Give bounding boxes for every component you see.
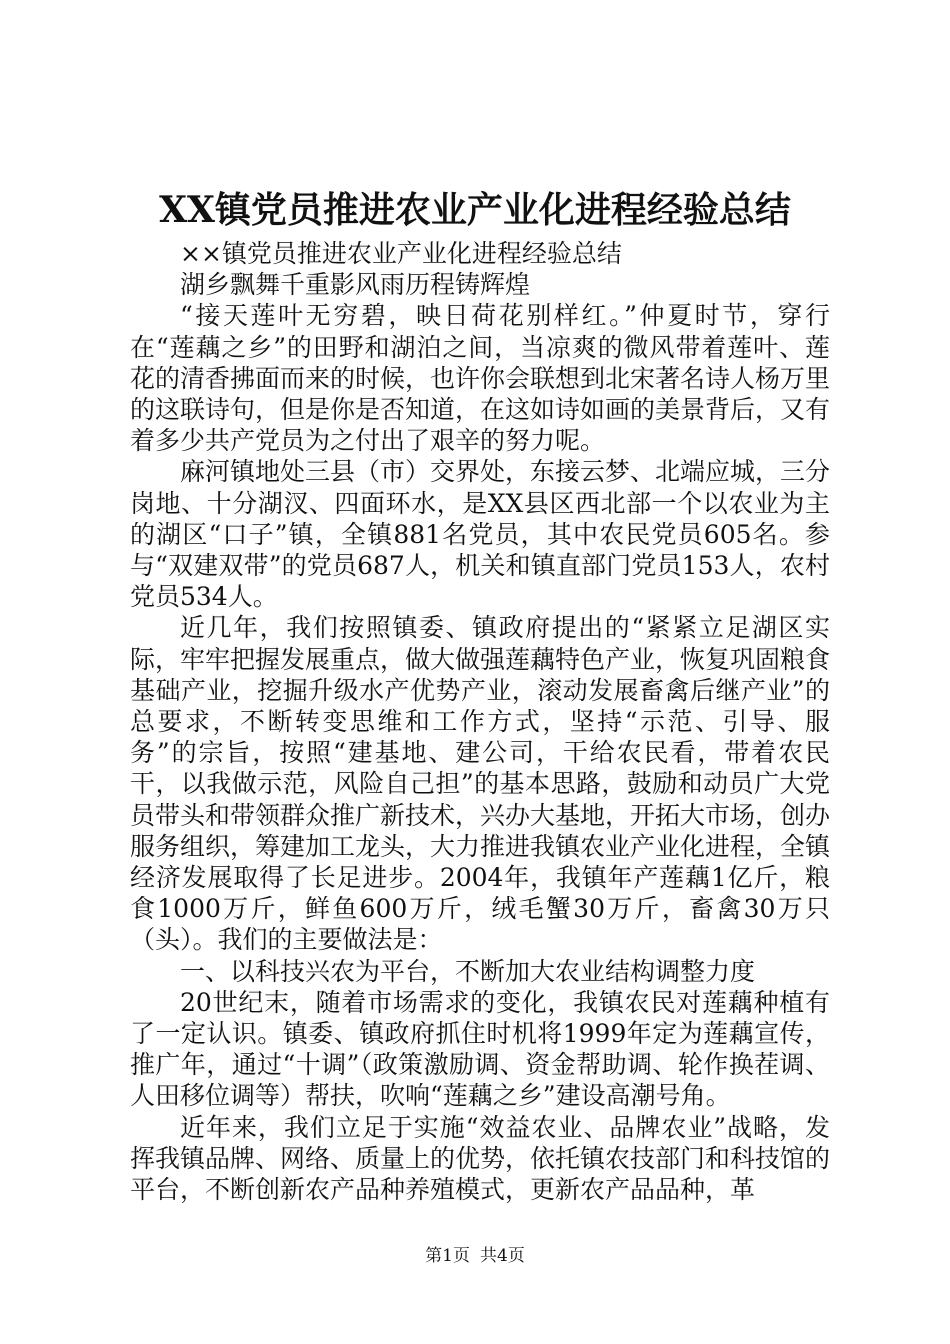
body-paragraph: “接天莲叶无穷碧，映日荷花别样红。”仲夏时节，穿行在“莲藕之乡”的田野和湖泊之间，当凉爽的微风带着莲叶、莲花的清香拂面而来的时候，也许你会联想到北宋著名诗人杨万里的这联诗句，但是你是否知道，在这如诗如画的美景背后，又有着多少共产党员为之付出了艰辛的努力呢。 — [130, 301, 831, 456]
document-body — [130, 238, 830, 1205]
section-heading: 一、以科技兴农为平台，不断加大农业结构调整力度 — [180, 956, 756, 986]
heading-paragraph: 湖乡飘舞千重影风雨历程铸辉煌 — [180, 270, 531, 300]
page-total: 共4页 — [480, 1246, 525, 1266]
body-paragraph: 20世纪末，随着市场需求的变化，我镇农民对莲藕种植有了一定认识。镇委、镇政府抓住时机将1999年定为莲藕宣传，推广年，通过“十调”（政策激励调、资金帮助调、轮作换茬调、人田移位调等）帮扶，吹响“莲藕之乡”建设高潮号角。 — [130, 987, 830, 1111]
body-paragraph: 麻河镇地处三县（市）交界处，东接云梦、北端应城，三分岗地、十分湖汊、四面环水，是XX县区西北部一个以农业为主的湖区“口子”镇，全镇881名党员，其中农民党员605名。参与“双建双带”的党员687人，机关和镇直部门党员153人，农村党员534人。 — [130, 457, 831, 612]
body-paragraph: 近年来，我们立足于实施“效益农业、品牌农业”战略，发挥我镇品牌、网络、质量上的优势，依托镇农技部门和科技馆的平台，不断创新农产品种养殖模式，更新农产品品种，革 — [130, 1112, 831, 1205]
page-number: 第1页 — [425, 1246, 470, 1266]
body-paragraph: 近几年，我们按照镇委、镇政府提出的“紧紧立足湖区实际，牢牢把握发展重点，做大做强莲藕特色产业，恢复巩固粮食基础产业，挖掘升级水产优势产业，滚动发展畜禽后继产业”的总要求，不断转变思维和工作方式，坚持“示范、引导、服务”的宗旨，按照“建基地、建公司，干给农民看，带着农民干，以我做示范，风险自己担”的基本思路，鼓励和动员广大党员带头和带领群众推广新技术，兴办大基地，开拓大市场，创办服务组织，筹建加工龙头，大力推进我镇农业产业化进程，全镇经济发展取得了长足进步。2004年，我镇年产莲藕1亿斤，粮食1000万斤，鲜鱼600万斤，绒毛蟹30万斤，畜禽30万只（头）。我们的主要做法是： — [130, 613, 831, 955]
document-title: XX镇党员推进农业产业化进程经验总结 — [159, 189, 791, 231]
subtitle-paragraph: ××镇党员推进农业产业化进程经验总结 — [180, 239, 622, 268]
page-footer — [0, 1244, 950, 1268]
